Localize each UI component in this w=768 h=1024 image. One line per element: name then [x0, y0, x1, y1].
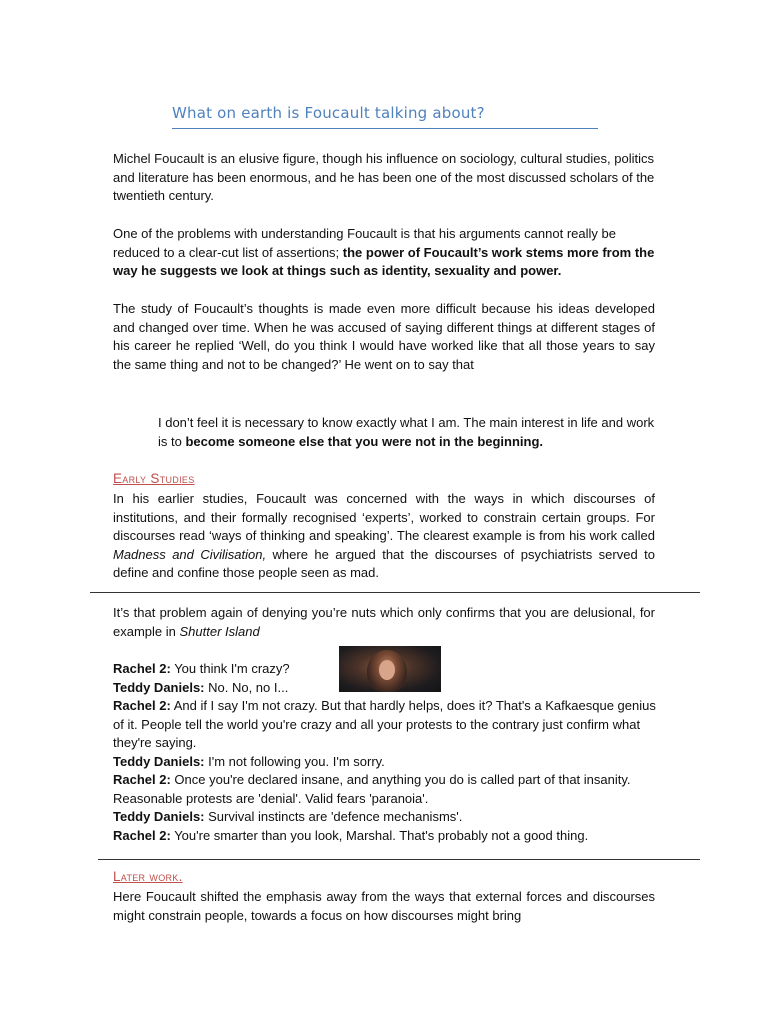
- early-studies-heading: Early Studies: [113, 471, 195, 486]
- dialogue-text: You're smarter than you look, Marshal. That's probably not a good thing.: [170, 827, 589, 843]
- early-italic-title: Madness and Civilisation,: [113, 546, 267, 562]
- study-paragraph: The study of Foucault’s thoughts is made even more difficult because his ideas developed and changed over time. When he was accused of saying different things at different stages of his career he replied ‘Well, do you think I would have worked like that all those years to say the same thing and not to be changed?’ He went on to say that: [113, 301, 655, 372]
- box-top-rule: [90, 592, 700, 593]
- dialogue-line: [113, 697, 658, 753]
- dialogue-line: [113, 660, 658, 679]
- dialogue-block: [113, 660, 658, 845]
- dialogue-line: [113, 679, 658, 698]
- later-work-heading: Later work.: [113, 869, 183, 884]
- dialogue-text: And if I say I'm not crazy. But that hardly helps, does it? That's a Kafkaesque genius of it. People tell the world you're crazy and all your protests to the contrary just confirm what they're saying.: [113, 698, 656, 750]
- dialogue-line: [113, 771, 658, 808]
- dialogue-line: [113, 753, 658, 772]
- dialogue-speaker: Rachel 2:: [113, 661, 171, 676]
- dialogue-speaker: Teddy Daniels:: [113, 753, 205, 769]
- dialogue-speaker: Rachel 2:: [113, 772, 171, 787]
- dialogue-speaker: Rachel 2:: [113, 698, 171, 713]
- page-title: What on earth is Foucault talking about?: [172, 104, 598, 129]
- problems-paragraph: [113, 225, 655, 281]
- dialogue-speaker: Teddy Daniels:: [113, 679, 205, 695]
- intro-paragraph: Michel Foucault is an elusive figure, though his influence on sociology, cultural studies, politics and literature has been enormous, and he has been one of the most discussed scholars of the twentieth century.: [113, 151, 655, 203]
- dialogue-line: [113, 827, 658, 846]
- quote-text: I don’t feel it is necessary to know exactly what I am. The main interest in life and work is to: [158, 415, 655, 449]
- dialogue-speaker: Rachel 2:: [113, 827, 171, 843]
- intro-text: It’s that problem again of denying you’re nuts which only confirms that you are delusional, for example in: [113, 605, 655, 639]
- dialogue-text: You think I'm crazy?: [170, 661, 290, 676]
- box-bottom-rule: [98, 859, 700, 860]
- later-work-paragraph: Here Foucault shifted the emphasis away from the ways that external forces and discourses might constrain people, towards a focus on how discourses might bring: [113, 889, 655, 923]
- shutter-island-intro: [113, 604, 655, 641]
- dialogue-text: Survival instincts are 'defence mechanisms'.: [204, 809, 463, 824]
- dialogue-text: I'm not following you. I'm sorry.: [204, 753, 385, 769]
- dialogue-speaker: Teddy Daniels:: [113, 809, 205, 824]
- quote-bold-text: become someone else that you were not in the beginning.: [185, 433, 544, 449]
- early-text-before: In his earlier studies, Foucault was concerned with the ways in which discourses of institutions, and their formally recognised ‘experts’, worked to constrain certain groups. For discourses read ‘ways of thinking and speaking’. The clearest example is from his work called: [113, 491, 655, 543]
- dialogue-line: [113, 808, 658, 827]
- early-text-after: where he argued that the discourses of psychiatrists served to define and confine those people seen as mad.: [113, 546, 655, 580]
- foucault-quote: [158, 414, 656, 451]
- early-studies-paragraph: [113, 490, 655, 583]
- problems-bold-text: the power of Foucault’s work stems more from the way he suggests we look at things such as identity, sexuality and power.: [113, 244, 655, 278]
- film-title: Shutter Island: [179, 623, 260, 639]
- dialogue-text: Once you're declared insane, and anything you do is called part of that insanity. Reasonable protests are 'denial'. Valid fears 'paranoia'.: [113, 772, 631, 806]
- problems-text: One of the problems with understanding Foucault is that his arguments cannot really be reduced to a clear-cut list of assertions;: [113, 226, 616, 260]
- dialogue-text: No. No, no I...: [204, 679, 289, 695]
